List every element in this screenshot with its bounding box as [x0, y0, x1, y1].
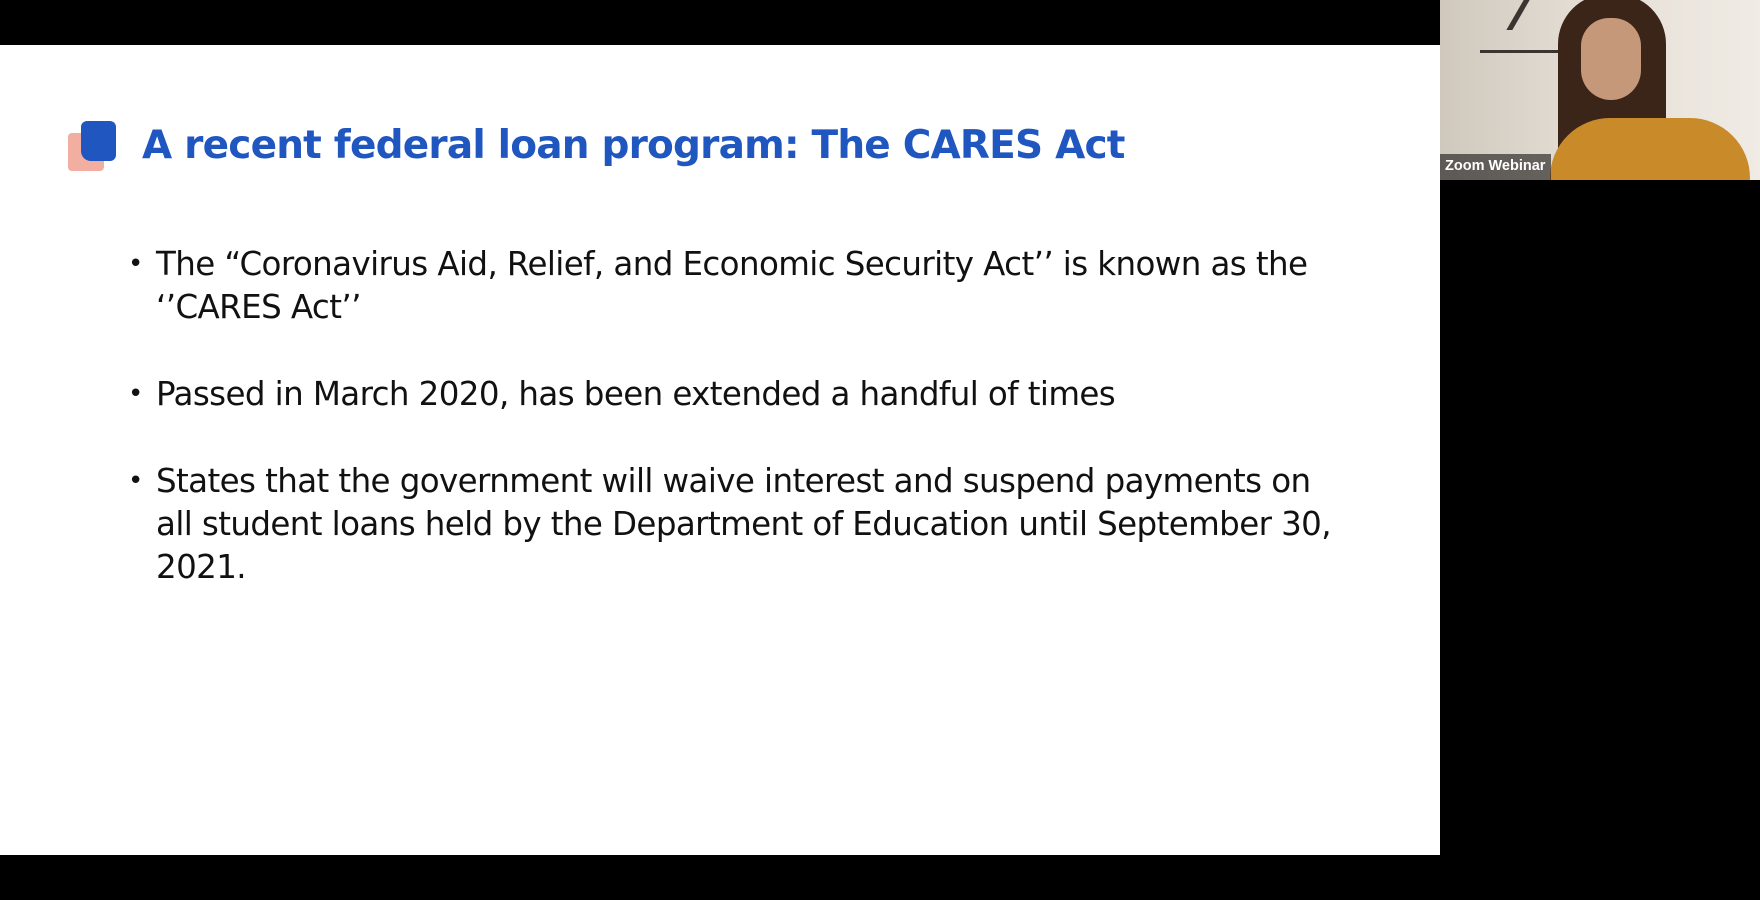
speaker-avatar-body — [1550, 118, 1750, 180]
slide-logo-icon — [68, 121, 118, 171]
bullet-text: States that the government will waive interest and suspend payments on all student loans held by the Department of Education until September 30, 2021. — [156, 462, 1331, 586]
slide-bullet-list — [128, 243, 1348, 633]
bullet-dot-icon: • — [128, 379, 143, 409]
bullet-dot-icon: • — [128, 466, 143, 496]
bullet-dot-icon: • — [128, 249, 143, 279]
bullet-item — [128, 243, 1348, 329]
speaker-avatar-face — [1581, 18, 1641, 100]
bullet-item — [128, 373, 1348, 416]
video-side-panel — [1440, 180, 1760, 900]
bullet-text: The “Coronavirus Aid, Relief, and Economic Security Act’’ is known as the ‘’CARES Act’’ — [156, 245, 1308, 326]
bullet-text: Passed in March 2020, has been extended a handful of times — [156, 375, 1116, 413]
participant-video-tile[interactable] — [1440, 0, 1760, 180]
letterbox-bottom — [0, 855, 1440, 900]
participant-name-label: Zoom Webinar — [1440, 154, 1551, 180]
letterbox-top — [0, 0, 1440, 45]
shared-screen-slide — [0, 45, 1440, 855]
bullet-item — [128, 460, 1348, 589]
slide-title: A recent federal loan program: The CARES Act — [142, 123, 1125, 168]
